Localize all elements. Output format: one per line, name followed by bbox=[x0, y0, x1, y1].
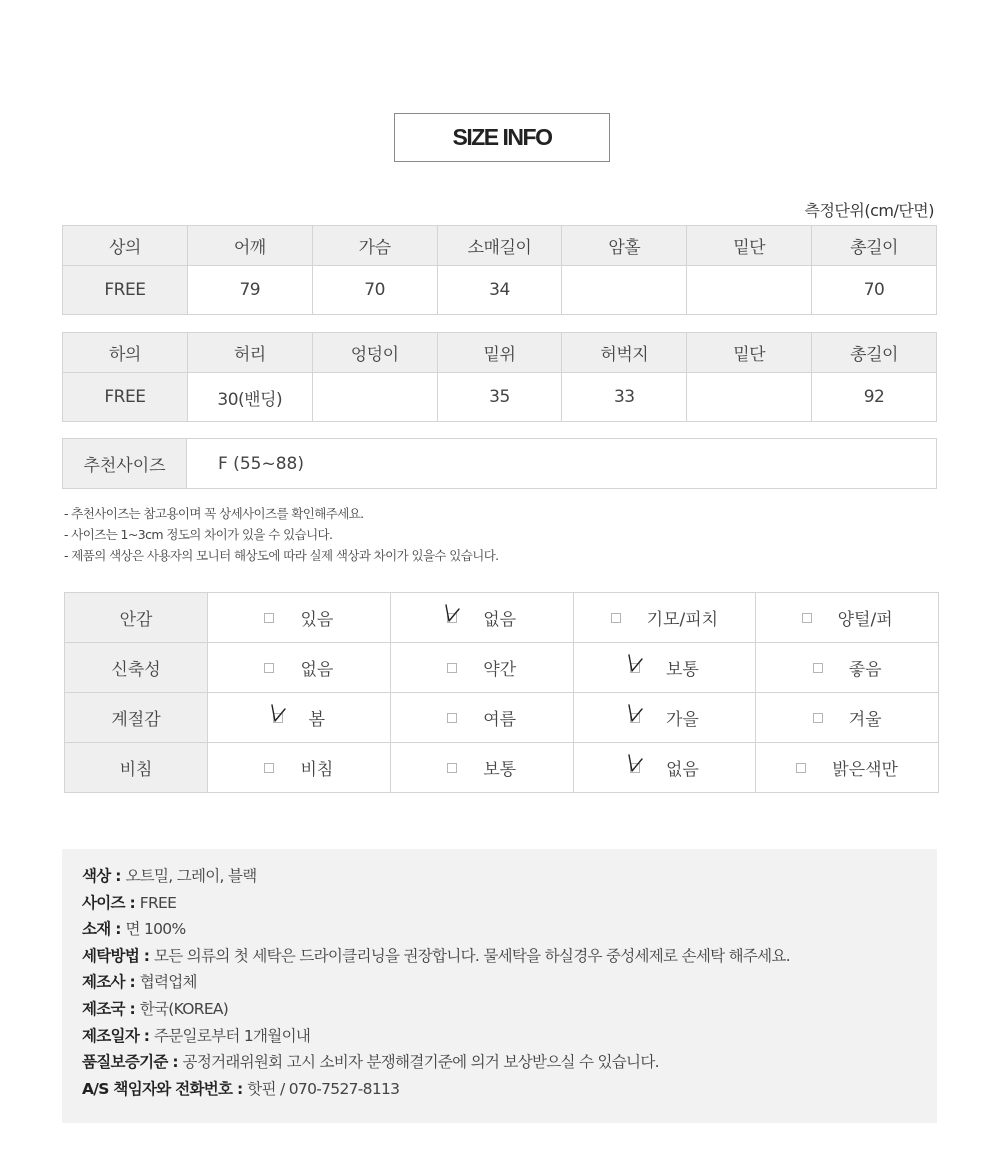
product-info-label: 품질보증기준 bbox=[82, 1053, 168, 1072]
product-info-row bbox=[82, 916, 937, 943]
header-cell: 허리 bbox=[187, 333, 312, 373]
product-info-label: 제조국 bbox=[82, 999, 125, 1018]
feature-option-label: 기모/피치 bbox=[646, 610, 719, 630]
product-info-separator: : bbox=[124, 893, 140, 912]
value-cell: 34 bbox=[437, 266, 562, 315]
checkbox-icon bbox=[447, 663, 457, 673]
product-info-value: FREE bbox=[139, 893, 177, 912]
header-cell: 어깨 bbox=[187, 226, 312, 266]
feature-row bbox=[65, 743, 939, 793]
feature-option-label: 가을 bbox=[665, 710, 699, 730]
feature-option-label: 보통 bbox=[483, 760, 517, 780]
product-info-row bbox=[82, 1023, 937, 1050]
product-info-row bbox=[82, 1049, 937, 1076]
checked-checkbox-icon bbox=[630, 663, 640, 673]
product-info-value: 한국(KOREA) bbox=[139, 999, 229, 1018]
checkbox-icon bbox=[447, 763, 457, 773]
checkmark-icon bbox=[627, 701, 645, 725]
checkbox-icon bbox=[447, 713, 457, 723]
checked-checkbox-icon bbox=[273, 713, 283, 723]
product-info-separator: : bbox=[110, 867, 126, 885]
recommended-size-label: 추천사이즈 bbox=[63, 439, 187, 488]
header-cell: 소매길이 bbox=[437, 226, 562, 266]
product-info-separator: : bbox=[232, 1079, 248, 1098]
bottom-size-table bbox=[62, 332, 937, 422]
feature-label: 비침 bbox=[65, 743, 208, 793]
feature-option-cell bbox=[208, 693, 391, 743]
table-row bbox=[63, 266, 937, 315]
checkmark-icon bbox=[270, 701, 288, 725]
value-cell: 35 bbox=[437, 373, 562, 422]
product-info-label: 사이즈 bbox=[82, 893, 125, 912]
product-info-value: 면 100% bbox=[125, 920, 186, 939]
product-info-value: 오트밀, 그레이, 블랙 bbox=[125, 867, 257, 885]
feature-option-cell bbox=[756, 643, 939, 693]
checkmark-icon bbox=[444, 601, 462, 625]
table-row bbox=[63, 373, 937, 422]
feature-option bbox=[756, 743, 938, 792]
feature-option bbox=[208, 743, 390, 792]
feature-table bbox=[64, 592, 939, 793]
header-cell: 암홀 bbox=[562, 226, 687, 266]
feature-label: 안감 bbox=[65, 593, 208, 643]
feature-option-label: 밝은색만 bbox=[832, 760, 898, 780]
value-cell bbox=[687, 373, 812, 422]
product-info-label: 세탁방법 bbox=[82, 946, 140, 965]
checkbox-icon bbox=[796, 763, 806, 773]
recommended-size-value: F (55~88) bbox=[218, 453, 304, 474]
checkbox-icon bbox=[802, 613, 812, 623]
feature-option-cell bbox=[573, 693, 756, 743]
feature-option-cell bbox=[756, 693, 939, 743]
feature-option-label: 없음 bbox=[300, 660, 334, 680]
product-info-separator: : bbox=[139, 1026, 154, 1045]
product-info-separator: : bbox=[124, 973, 140, 992]
value-cell bbox=[562, 266, 687, 315]
product-info-row bbox=[82, 996, 937, 1023]
product-info-row bbox=[82, 890, 937, 917]
header-cell: 총길이 bbox=[812, 226, 937, 266]
table-header-row bbox=[63, 333, 937, 373]
feature-option-cell bbox=[390, 693, 573, 743]
value-cell: 92 bbox=[812, 373, 937, 422]
feature-option bbox=[391, 693, 573, 742]
product-info-value: 주문일로부터 1개월이내 bbox=[154, 1026, 311, 1045]
header-cell: 밑단 bbox=[687, 226, 812, 266]
note-line: - 추천사이즈는 참고용이며 꼭 상세사이즈를 확인해주세요. bbox=[64, 506, 364, 521]
header-cell: 총길이 bbox=[812, 333, 937, 373]
feature-option bbox=[574, 593, 756, 642]
feature-row bbox=[65, 693, 939, 743]
feature-option-label: 양털/퍼 bbox=[837, 610, 893, 630]
checkbox-icon bbox=[264, 763, 274, 773]
feature-option bbox=[756, 693, 938, 742]
feature-option bbox=[391, 593, 573, 642]
feature-option-label: 비침 bbox=[300, 760, 334, 780]
header-cell: 허벅지 bbox=[562, 333, 687, 373]
feature-option-cell bbox=[573, 593, 756, 643]
feature-option bbox=[574, 643, 756, 692]
feature-option-label: 없음 bbox=[665, 760, 699, 780]
product-info-row bbox=[82, 969, 937, 996]
size-info-title: SIZE INFO bbox=[394, 113, 610, 162]
feature-option-cell bbox=[390, 593, 573, 643]
measurement-unit-label: 측정단위(cm/단면) bbox=[804, 201, 934, 220]
feature-option-cell bbox=[208, 593, 391, 643]
header-cell: 밑단 bbox=[687, 333, 812, 373]
value-cell: 79 bbox=[187, 266, 312, 315]
product-info-row bbox=[82, 943, 937, 970]
checked-checkbox-icon bbox=[630, 713, 640, 723]
product-info-value: 핫핀 / 070-7527-8113 bbox=[247, 1079, 400, 1098]
feature-option bbox=[208, 693, 390, 742]
feature-option bbox=[574, 743, 756, 792]
feature-row bbox=[65, 593, 939, 643]
header-cell: 엉덩이 bbox=[312, 333, 437, 373]
feature-option-label: 봄 bbox=[308, 710, 326, 730]
feature-option-cell bbox=[756, 593, 939, 643]
checked-checkbox-icon bbox=[447, 613, 457, 623]
checkbox-icon bbox=[611, 613, 621, 623]
product-info-separator: : bbox=[167, 1053, 183, 1072]
product-info-row bbox=[82, 1076, 937, 1103]
product-info-separator: : bbox=[139, 946, 154, 965]
feature-option-label: 없음 bbox=[483, 610, 517, 630]
product-info-label: A/S 책임자와 전화번호 bbox=[82, 1079, 233, 1098]
feature-option-label: 보통 bbox=[665, 660, 699, 680]
table-header-row bbox=[63, 226, 937, 266]
value-cell: 70 bbox=[812, 266, 937, 315]
value-cell: 33 bbox=[562, 373, 687, 422]
checked-checkbox-icon bbox=[630, 763, 640, 773]
feature-option-label: 여름 bbox=[483, 710, 517, 730]
feature-label: 계절감 bbox=[65, 693, 208, 743]
checkbox-icon bbox=[813, 713, 823, 723]
row-label-cell: FREE bbox=[63, 266, 188, 315]
product-info-label: 제조사 bbox=[82, 973, 125, 992]
product-info-label: 제조일자 bbox=[82, 1026, 140, 1045]
feature-option bbox=[574, 693, 756, 742]
recommended-size-box bbox=[62, 438, 937, 489]
header-cell: 하의 bbox=[63, 333, 188, 373]
value-cell: 70 bbox=[312, 266, 437, 315]
checkbox-icon bbox=[264, 663, 274, 673]
feature-option-cell bbox=[208, 643, 391, 693]
feature-option-cell bbox=[756, 743, 939, 793]
size-notes bbox=[64, 503, 499, 566]
checkbox-icon bbox=[264, 613, 274, 623]
product-info-value: 공정거래위원회 고시 소비자 분쟁해결기준에 의거 보상받으실 수 있습니다. bbox=[182, 1053, 659, 1072]
feature-option-cell bbox=[573, 743, 756, 793]
feature-option bbox=[391, 743, 573, 792]
feature-option-cell bbox=[390, 643, 573, 693]
product-info-separator: : bbox=[124, 999, 140, 1018]
checkmark-icon bbox=[627, 751, 645, 775]
product-info-label: 색상 bbox=[82, 867, 111, 885]
product-info-value: 협력업체 bbox=[139, 973, 197, 992]
product-info-separator: : bbox=[110, 920, 126, 939]
feature-option-label: 겨울 bbox=[848, 710, 882, 730]
note-line: - 사이즈는 1~3cm 정도의 차이가 있을 수 있습니다. bbox=[64, 527, 333, 542]
feature-option bbox=[756, 593, 938, 642]
header-cell: 밑위 bbox=[437, 333, 562, 373]
feature-row bbox=[65, 643, 939, 693]
value-cell: 30(밴딩) bbox=[187, 373, 312, 422]
product-info-box bbox=[62, 849, 937, 1123]
header-cell: 가슴 bbox=[312, 226, 437, 266]
value-cell bbox=[312, 373, 437, 422]
row-label-cell: FREE bbox=[63, 373, 188, 422]
feature-option bbox=[391, 643, 573, 692]
feature-option-cell bbox=[208, 743, 391, 793]
feature-option-label: 좋음 bbox=[848, 660, 882, 680]
feature-option bbox=[756, 643, 938, 692]
feature-option-label: 있음 bbox=[300, 610, 334, 630]
feature-option bbox=[208, 643, 390, 692]
product-info-value: 모든 의류의 첫 세탁은 드라이클리닝을 권장합니다. 물세탁을 하실경우 중성세제로 손세탁 해주세요. bbox=[154, 946, 790, 965]
feature-option-cell bbox=[390, 743, 573, 793]
checkmark-icon bbox=[627, 651, 645, 675]
value-cell bbox=[687, 266, 812, 315]
header-cell: 상의 bbox=[63, 226, 188, 266]
checkbox-icon bbox=[813, 663, 823, 673]
feature-option bbox=[208, 593, 390, 642]
note-line: - 제품의 색상은 사용자의 모니터 해상도에 따라 실제 색상과 차이가 있을수 있습니다. bbox=[64, 548, 499, 563]
feature-label: 신축성 bbox=[65, 643, 208, 693]
product-info-label: 소재 bbox=[82, 920, 111, 939]
product-info-row bbox=[82, 863, 937, 890]
feature-option-label: 약간 bbox=[483, 660, 517, 680]
feature-option-cell bbox=[573, 643, 756, 693]
top-size-table bbox=[62, 225, 937, 315]
